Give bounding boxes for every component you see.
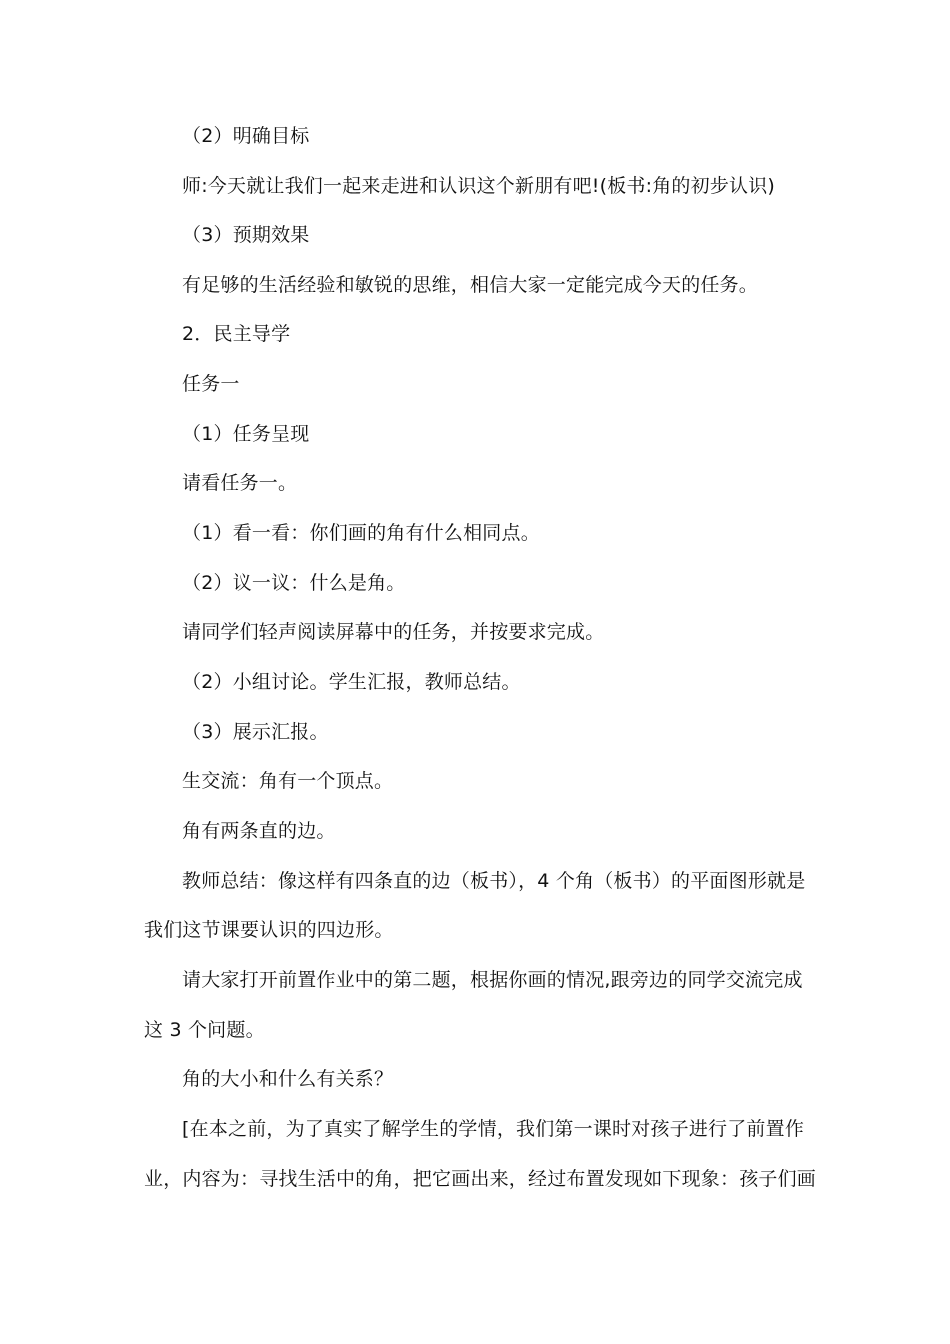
paragraph-line: 业，内容为：寻找生活中的角，把它画出来，经过布置发现如下现象：孩子们画: [144, 1168, 817, 1190]
paragraph-line: 这 3 个问题。: [144, 1019, 265, 1041]
paragraph-line: 请同学们轻声阅读屏幕中的任务，并按要求完成。: [182, 621, 605, 643]
paragraph-line: （2）议一议：什么是角。: [182, 572, 406, 594]
paragraph-line: 教师总结：像这样有四条直的边（板书），4 个角（板书）的平面图形就是: [182, 870, 806, 892]
paragraph-line: （3）预期效果: [182, 224, 310, 246]
paragraph-line: 角有两条直的边。: [182, 820, 336, 842]
paragraph-line: 有足够的生活经验和敏锐的思维，相信大家一定能完成今天的任务。: [182, 274, 759, 296]
paragraph-line: [在本之前，为了真实了解学生的学情，我们第一课时对孩子进行了前置作: [182, 1118, 805, 1140]
paragraph-line: 生交流：角有一个顶点。: [182, 770, 394, 792]
paragraph-line: （3）展示汇报。: [182, 721, 329, 743]
paragraph-line: 师:今天就让我们一起来走进和认识这个新朋有吧!(板书:角的初步认识): [182, 175, 776, 197]
paragraph-line: （1）看一看：你们画的角有什么相同点。: [182, 522, 540, 544]
paragraph-line: （2）小组讨论。学生汇报，教师总结。: [182, 671, 521, 693]
paragraph-line: 我们这节课要认识的四边形。: [144, 919, 394, 941]
paragraph-line: （1）任务呈现: [182, 423, 310, 445]
paragraph-line: 任务一: [182, 373, 240, 395]
paragraph-line: 请看任务一。: [182, 472, 298, 494]
paragraph-line: （2）明确目标: [182, 125, 310, 147]
section-heading: 2．民主导学: [182, 323, 291, 345]
paragraph-line: 请大家打开前置作业中的第二题，根据你画的情况,跟旁边的同学交流完成: [182, 969, 803, 991]
paragraph-line: 角的大小和什么有关系？: [182, 1068, 394, 1090]
